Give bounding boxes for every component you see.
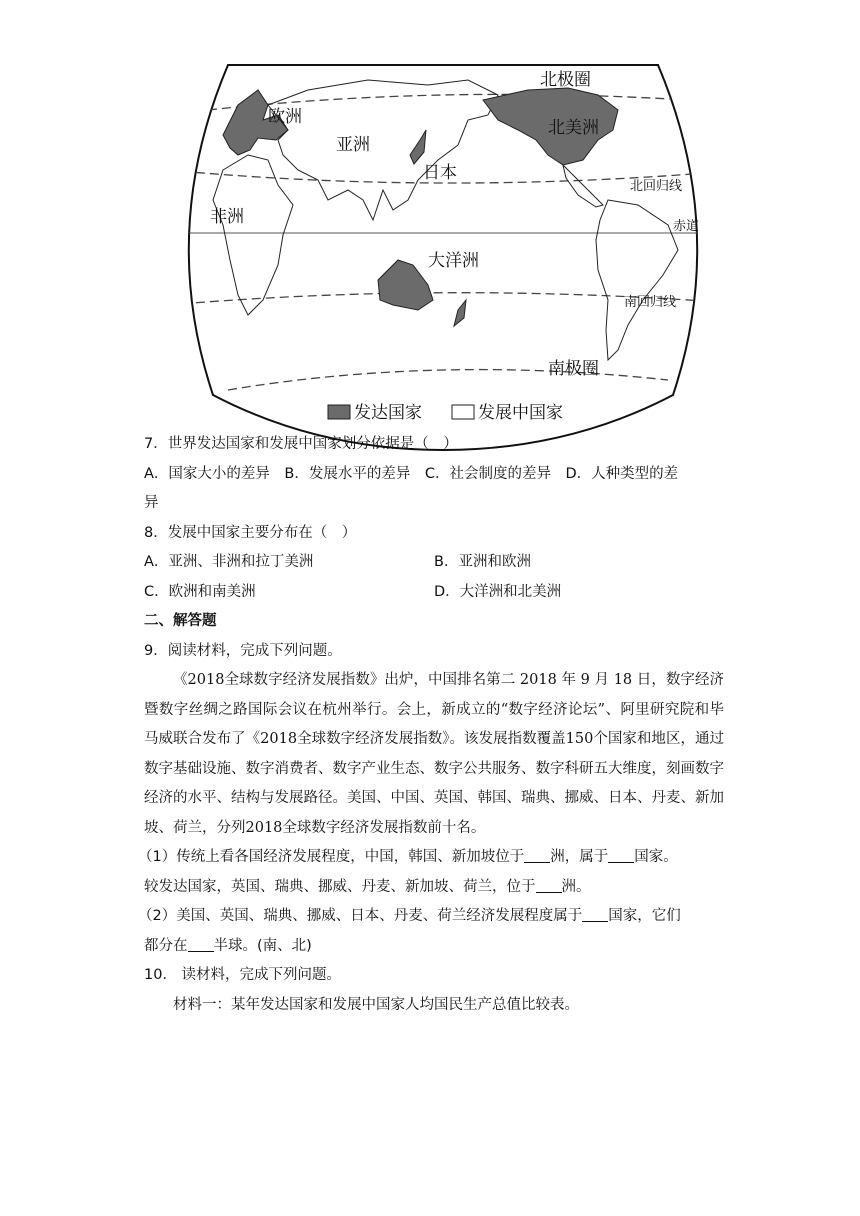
q8-option-a: A．亚洲、非洲和拉丁美洲: [144, 554, 314, 570]
q9-p1-b: 洲，属于: [550, 849, 609, 865]
japan-label: 日本: [423, 163, 457, 183]
q9-p2-a: （2）美国、英国、瑞典、挪威、日本、丹麦、荷兰经济发展程度属于: [138, 908, 583, 924]
answer-blank-2[interactable]: [608, 848, 634, 863]
q9-part2-line1: [138, 902, 724, 932]
q8-options-row1: [144, 548, 724, 578]
africa-label: 非洲: [210, 207, 244, 227]
europe-label: 欧洲: [268, 107, 302, 127]
antarctic-circle-label: 南极圈: [548, 359, 599, 379]
q10-material1: 材料一：某年发达国家和发展中国家人均国民生产总值比较表。: [173, 996, 579, 1013]
q8-option-c: C．欧洲和南美洲: [144, 583, 256, 600]
question-content: [138, 430, 724, 1020]
answer-blank-4[interactable]: [582, 907, 608, 922]
legend-developed-label: 发达国家: [354, 403, 422, 423]
q9-p2-d: 半球。(南、北): [213, 937, 312, 954]
q7-options-wrap: 异: [144, 495, 159, 511]
world-map-svg: [168, 60, 718, 460]
q9-material: 《2018全球数字经济发展指数》出炉，中国排名第二 2018 年 9 月 18 日，数字经济暨数字丝绸之路国际会议在杭州举行。会上，新成立的“数字经济论坛”、阿里研究院和毕马威联合发布了《2018全球数字经济发展指数》。该发展指数覆盖150个国家和地区，通过数字基础设施、数字消费者、数字产业生态、数字公共服务、数字科研五大维度，刻画数字经济的水平、结构与发展路径。美国、中国、英国、韩国、瑞典、挪威、日本、丹麦、新加坡、荷兰，分列2018全球数字经济发展指数前十名。: [144, 672, 724, 836]
answer-blank-3[interactable]: [536, 878, 562, 893]
north-america-label: 北美洲: [548, 118, 599, 138]
q8-option-d: D．大洋洲和北美洲: [434, 583, 562, 600]
q9-p2-c: 都分在: [144, 937, 188, 954]
q9-part2-line2: [144, 932, 724, 962]
q8-option-b: B．亚洲和欧洲: [434, 554, 531, 570]
q7-stem: 7．世界发达国家和发展中国家划分依据是（ ）: [144, 436, 458, 452]
legend-developing-label: 发展中国家: [478, 403, 563, 423]
q9-p1-c: 国家。: [634, 849, 678, 865]
tropic-capricorn-label: 南回归线: [624, 295, 677, 310]
q8-options-row2: [144, 578, 724, 608]
asia-label: 亚洲: [336, 135, 370, 155]
equator-label: 赤道: [673, 219, 700, 234]
q8-stem: 8．发展中国家主要分布在（ ）: [144, 524, 357, 541]
answer-blank-1[interactable]: [524, 848, 550, 863]
tropic-cancer-label: 北回归线: [630, 179, 683, 194]
q9-part1-line1: [138, 843, 724, 873]
q9-part1-line2: [144, 873, 724, 903]
arctic-circle-label: 北极圈: [540, 70, 591, 90]
answer-blank-5[interactable]: [188, 937, 214, 952]
q10-stem: 10． 读材料，完成下列问题。: [144, 967, 342, 983]
q9-p1-d: 较发达国家，英国、瑞典、挪威、丹麦、新加坡、荷兰，位于: [144, 878, 536, 895]
q9-p2-b: 国家，它们: [608, 908, 681, 924]
section-title: 二、解答题: [144, 613, 217, 629]
q9-stem: 9．阅读材料，完成下列问题。: [144, 642, 342, 659]
legend-developing-swatch: [452, 405, 474, 419]
q9-p1-e: 洲。: [561, 878, 591, 895]
legend-developed-swatch: [328, 405, 350, 419]
world-map: [168, 60, 718, 460]
q7-options: A．国家大小的差异 B．发展水平的差异 C．社会制度的差异 D．人种类型的差: [144, 465, 679, 482]
q9-p1-a: （1）传统上看各国经济发展程度，中国，韩国、新加坡位于: [138, 849, 525, 865]
oceania-label: 大洋洲: [428, 251, 479, 271]
